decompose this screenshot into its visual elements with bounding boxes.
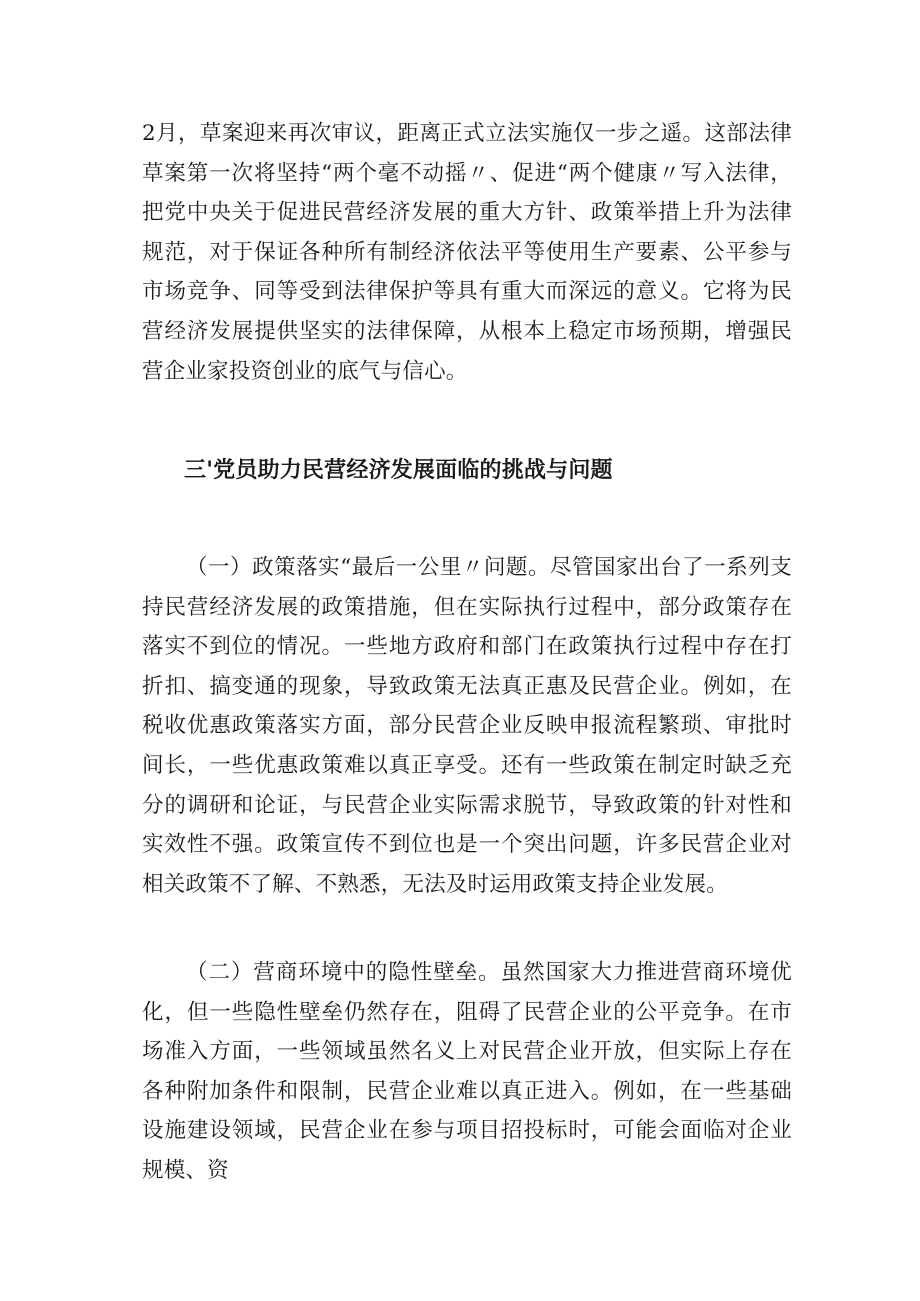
paragraph-business-environment: （二）营商环境中的隐性壁垒。虽然国家大力推进营商环境优化，但一些隐性壁垒仍然存在，阻碍了民营企业的公平竞争。在市场准入方面，一些领域虽然名义上对民营企业开放，但实际上存在各种附加条件和限制，民营企业难以真正进入。例如，在一些基础设施建设领域，民营企业在参与项目招投标时，可能会面临对企业规模、资 [142, 960, 792, 1183]
paragraph-legislation: 2月，草案迎来再次审议，距离正式立法实施仅一步之遥。这部法律草案第一次将坚持“两个毫不动摇〃、促进“两个健康〃写入法律，把党中央关于促进民营经济发展的重大方针、政策举措上升为法律规范，对于保证各种所有制经济依法平等使用生产要素、公平参与市场竞争、同等受到法律保护等具有重大而深远的意义。它将为民营经济发展提供坚实的法律保障，从根本上稳定市场预期，增强民营企业家投资创业的底气与信心。 [142, 121, 792, 384]
section-heading: 三'党员助力民营经济发展面临的挑战与问题 [184, 458, 613, 483]
paragraph-policy-implementation: （一）政策落实“最后一公里〃问题。尽管国家出台了一系列支持民营经济发展的政策措施，但在实际执行过程中，部分政策存在落实不到位的情况。一些地方政府和部门在政策执行过程中存在打折扣、搞变通的现象，导致政策无法真正惠及民营企业。例如，在税收优惠政策落实方面，部分民营企业反映申报流程繁琐、审批时间长，一些优惠政策难以真正享受。还有一些政策在制定时缺乏充分的调研和论证，与民营企业实际需求脱节，导致政策的针对性和实效性不强。政策宣传不到位也是一个突出问题，许多民营企业对相关政策不了解、不熟悉，无法及时运用政策支持企业发展。 [142, 555, 792, 897]
